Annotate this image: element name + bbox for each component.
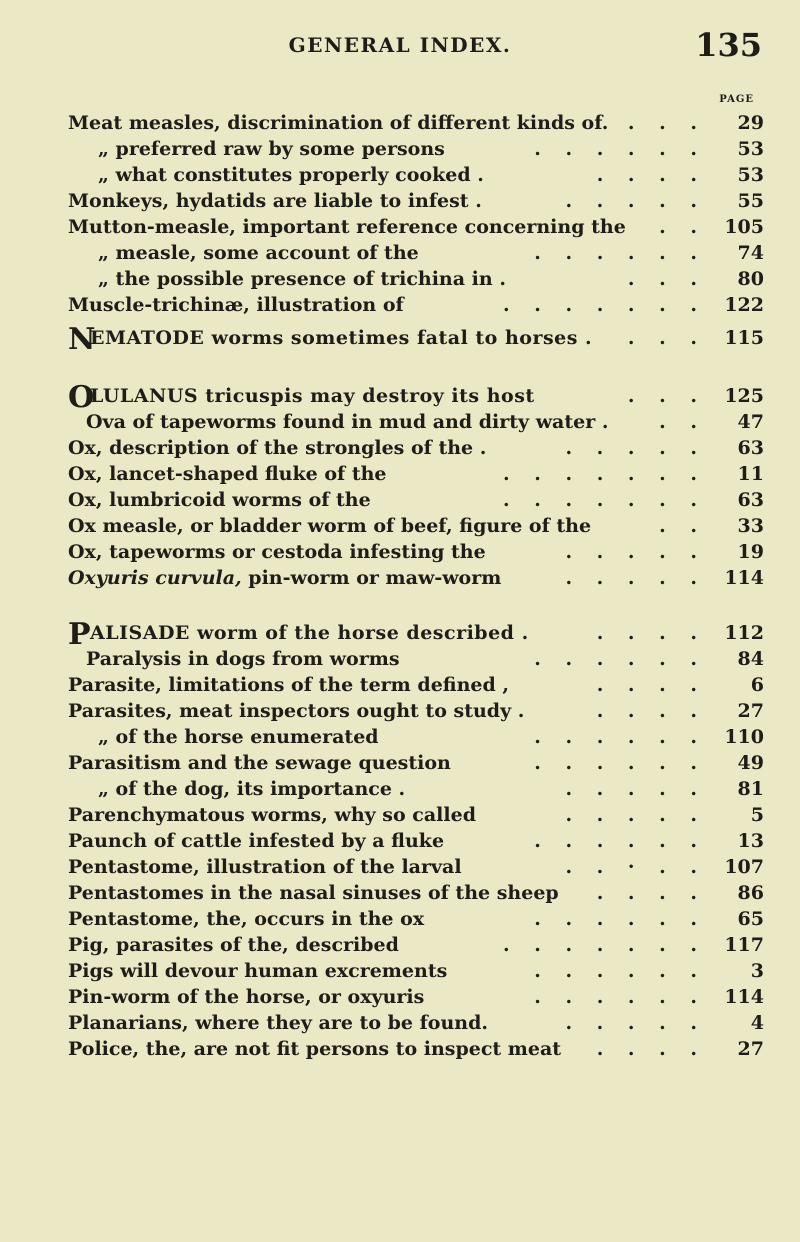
index-entry: [68, 292, 768, 318]
entry-text: [68, 565, 501, 591]
leader-dots: . .: [659, 411, 706, 433]
entry-text: Ox, lumbricoid worms of the: [68, 489, 371, 511]
entry-page: 63: [737, 489, 764, 511]
leader-dots: . . . . .: [565, 1012, 706, 1034]
entry-page: 114: [724, 986, 764, 1008]
entry-page: 27: [737, 700, 764, 722]
entry-page: 53: [737, 164, 764, 186]
entry-page: 112: [724, 622, 764, 644]
entry-text: Planarians, where they are to be found.: [68, 1012, 488, 1034]
index-entry: [68, 828, 768, 854]
entry-text: Ox measle, or bladder worm of beef, figure of the: [68, 515, 592, 537]
entry-page: 11: [737, 463, 764, 485]
index-entry: [68, 435, 768, 461]
leader-dots: . . . . . . .: [503, 934, 706, 956]
entry-page: 4: [750, 1012, 764, 1034]
leader-dots: . . . . .: [565, 541, 706, 563]
entry-text: Pentastome, illustration of the larval: [68, 856, 462, 878]
leader-dots: . . .: [627, 112, 706, 134]
entry-page: 81: [737, 778, 764, 800]
index-entry: [68, 513, 768, 539]
page-number: 135: [695, 26, 762, 64]
index-entry: [68, 984, 768, 1010]
entry-text: Ova of tapeworms found in mud and dirty water .: [86, 411, 609, 433]
entry-text: Parasitism and the sewage question: [68, 752, 451, 774]
index-entry: [68, 188, 768, 214]
entry-page: 117: [724, 934, 764, 956]
index-entry: [68, 214, 768, 240]
entry-text: „ preferred raw by some persons: [98, 138, 445, 160]
index-entry: [68, 776, 768, 802]
leader-dots: . . . . . .: [534, 138, 706, 160]
entry-text: Police, the, are not fit persons to inspect meat: [68, 1038, 562, 1060]
entry-text: „ of the horse enumerated: [98, 726, 379, 748]
leader-dots: . . . . . .: [534, 648, 706, 670]
leader-dots: . . . . . .: [534, 908, 706, 930]
entry-text: Ox, lancet-shaped fluke of the: [68, 463, 387, 485]
index-entry: [68, 322, 768, 357]
index-entry: [68, 1010, 768, 1036]
entry-page: 19: [737, 541, 764, 563]
entry-page: 115: [724, 327, 764, 349]
entry-page: 122: [724, 294, 764, 316]
index-entry: [68, 380, 768, 415]
running-header-title: GENERAL INDEX.: [288, 33, 512, 57]
index-entry: [68, 1036, 768, 1062]
entry-text: „ the possible presence of trichina in .: [98, 268, 506, 290]
entry-page: 27: [737, 1038, 764, 1060]
entry-page: 29: [737, 112, 764, 134]
index-entry: [68, 487, 768, 513]
entry-page: 107: [724, 856, 764, 878]
leader-dots: . . . .: [596, 882, 706, 904]
entry-page: 86: [737, 882, 764, 904]
entry-page: 65: [737, 908, 764, 930]
entry-page: 3: [750, 960, 764, 982]
entry-page: 114: [724, 567, 764, 589]
entry-page: 110: [724, 726, 764, 748]
entry-text-rest: pin-worm or maw-worm: [241, 567, 502, 589]
entry-text: Monkeys, hydatids are liable to infest .: [68, 190, 482, 212]
entry-text: Mutton-measle, important reference concerning the: [68, 216, 626, 238]
entry-text: Pigs will devour human excrements: [68, 960, 448, 982]
index-entry: [68, 110, 768, 136]
index-entry: [68, 672, 768, 698]
leader-dots: . . .: [627, 385, 706, 407]
entry-text: Ox, tapeworms or cestoda infesting the: [68, 541, 486, 563]
entry-text: Parenchymatous worms, why so called: [68, 804, 476, 826]
entry-page: 63: [737, 437, 764, 459]
entry-text: Parasite, limitations of the term defined ,: [68, 674, 510, 696]
index-entry: [68, 802, 768, 828]
entry-page: 80: [737, 268, 764, 290]
leader-dots: . .: [659, 515, 706, 537]
entry-text: Muscle-trichinæ, illustration of: [68, 294, 404, 316]
entry-text: Paralysis in dogs from worms: [86, 648, 400, 670]
leader-dots: . . . . . .: [534, 986, 706, 1008]
index-entry: [68, 958, 768, 984]
index-entry: [68, 240, 768, 266]
index-entry: [68, 162, 768, 188]
index-entry: [68, 266, 768, 292]
index-entry: [68, 854, 768, 880]
entry-page: 49: [737, 752, 764, 774]
index-entry: [68, 906, 768, 932]
leader-dots: . . . . .: [565, 190, 706, 212]
index-entry: [68, 750, 768, 776]
leader-dots: . . .: [627, 268, 706, 290]
leader-dots: . . . .: [596, 622, 706, 644]
entry-page: 125: [724, 385, 764, 407]
entry-page: 6: [750, 674, 764, 696]
leader-dots: . . . . . .: [534, 830, 706, 852]
leader-dots: . .: [659, 216, 706, 238]
leader-dots: . . . . . .: [534, 726, 706, 748]
leader-dots: . . . . .: [565, 437, 706, 459]
entry-text: „ of the dog, its importance .: [98, 778, 406, 800]
entry-page: 105: [724, 216, 764, 238]
entry-text: Pentastomes in the nasal sinuses of the sheep: [68, 882, 559, 904]
index-entry: [68, 461, 768, 487]
entry-text: Pig, parasites of the, described: [68, 934, 399, 956]
drop-cap-letter: P: [68, 617, 91, 652]
entry-page: 47: [737, 411, 764, 433]
index-entry: [68, 565, 768, 591]
leader-dots: . . . .: [596, 700, 706, 722]
leader-dots: . . . . .: [565, 567, 706, 589]
leader-dots: . . . . . .: [534, 242, 706, 264]
entry-text: „ what constitutes properly cooked .: [98, 164, 484, 186]
entry-text: Ox, description of the strongles of the .: [68, 437, 487, 459]
entry-page: 84: [737, 648, 764, 670]
page-column-label: PAGE: [719, 94, 754, 105]
index-entry: [68, 539, 768, 565]
index-entry: [68, 409, 768, 435]
entry-page: 55: [737, 190, 764, 212]
entry-italic-term: Oxyuris curvula,: [68, 567, 242, 589]
drop-cap-letter: O: [68, 380, 95, 415]
entry-text: ALISADE worm of the horse described .: [90, 622, 529, 644]
entry-text: Meat measles, discrimination of different kinds of.: [68, 112, 609, 134]
index-section-m: [68, 110, 768, 318]
index-section-o: [68, 380, 768, 591]
leader-dots: . . . .: [596, 1038, 706, 1060]
leader-dots: . . . . . .: [534, 752, 706, 774]
index-section-n: [68, 322, 768, 357]
index-entry: [68, 724, 768, 750]
entry-text: Pin-worm of the horse, or oxyuris: [68, 986, 425, 1008]
entry-text: „ measle, some account of the: [98, 242, 419, 264]
index-entry: [68, 932, 768, 958]
index-entry: [68, 617, 768, 652]
leader-dots: . . . . . .: [534, 960, 706, 982]
index-entry: [68, 136, 768, 162]
entry-page: 5: [750, 804, 764, 826]
entry-page: 13: [737, 830, 764, 852]
leader-dots: . . · . .: [565, 856, 706, 878]
drop-cap-letter: N: [68, 322, 96, 357]
index-entry: [68, 646, 768, 672]
leader-dots: . . . . .: [565, 778, 706, 800]
leader-dots: . . . . . . .: [503, 294, 706, 316]
leader-dots: . . . . .: [565, 804, 706, 826]
entry-text: EMATODE worms sometimes fatal to horses .: [90, 327, 593, 349]
entry-text: Paunch of cattle infested by a fluke: [68, 830, 445, 852]
entry-page: 53: [737, 138, 764, 160]
leader-dots: . . . . . . .: [503, 489, 706, 511]
entry-page: 33: [737, 515, 764, 537]
leader-dots: . . . . . . .: [503, 463, 706, 485]
leader-dots: . . . .: [596, 674, 706, 696]
entry-page: 74: [737, 242, 764, 264]
entry-text: Parasites, meat inspectors ought to study .: [68, 700, 525, 722]
entry-text: LULANUS tricuspis may destroy its host: [90, 385, 535, 407]
leader-dots: . . . .: [596, 164, 706, 186]
index-entry: [68, 880, 768, 906]
index-entry: [68, 698, 768, 724]
entry-text: Pentastome, the, occurs in the ox: [68, 908, 425, 930]
leader-dots: . . .: [627, 327, 706, 349]
index-section-p: [68, 617, 768, 1062]
